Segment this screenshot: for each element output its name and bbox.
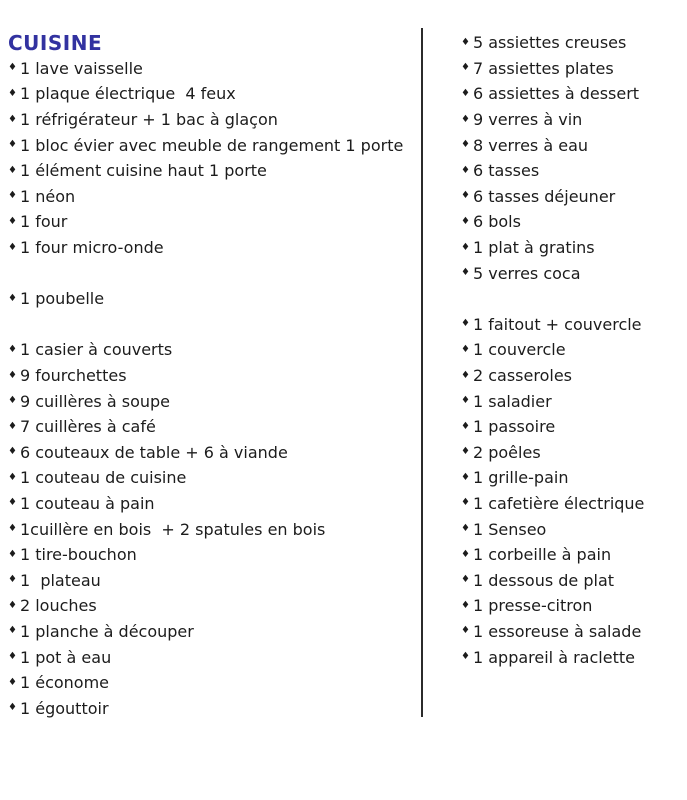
list-item bbox=[8, 516, 413, 542]
item-text: 1 élément cuisine haut 1 porte bbox=[19, 161, 267, 181]
list-item bbox=[8, 670, 413, 696]
item-text: 5 assiettes creuses bbox=[472, 33, 627, 53]
item-text: 6 bols bbox=[472, 212, 521, 232]
item-text: 1 lave vaisselle bbox=[19, 58, 143, 78]
list-item bbox=[8, 81, 413, 107]
item-text: 6 tasses déjeuner bbox=[472, 186, 616, 206]
diamond-bullet-icon: ♦ bbox=[461, 190, 470, 202]
list-item bbox=[461, 440, 681, 466]
item-text: 1 économe bbox=[19, 673, 110, 693]
item-text: 2 poêles bbox=[472, 442, 541, 462]
list-item bbox=[8, 312, 413, 338]
diamond-bullet-icon: ♦ bbox=[8, 369, 17, 381]
list-item bbox=[8, 158, 413, 184]
list-item bbox=[461, 644, 681, 670]
item-text: 1 plaque électrique 4 feux bbox=[19, 84, 236, 104]
list-item bbox=[461, 414, 681, 440]
list-item bbox=[8, 56, 413, 82]
diamond-bullet-icon: ♦ bbox=[461, 343, 470, 355]
list-item bbox=[8, 695, 413, 721]
item-text: 1 grille-pain bbox=[472, 468, 569, 488]
diamond-bullet-icon: ♦ bbox=[8, 292, 17, 304]
list-item bbox=[461, 388, 681, 414]
item-text: 1 pot à eau bbox=[19, 647, 112, 667]
diamond-bullet-icon: ♦ bbox=[8, 139, 17, 151]
item-text: 1 Senseo bbox=[472, 519, 547, 539]
list-item bbox=[8, 388, 413, 414]
item-text: 1 réfrigérateur + 1 bac à glaçon bbox=[19, 110, 278, 130]
diamond-bullet-icon: ♦ bbox=[8, 446, 17, 458]
diamond-bullet-icon: ♦ bbox=[461, 113, 470, 125]
diamond-bullet-icon: ♦ bbox=[461, 651, 470, 663]
list-item bbox=[461, 491, 681, 517]
item-text: 9 cuillères à soupe bbox=[19, 391, 170, 411]
item-text: 2 louches bbox=[19, 596, 97, 616]
list-item bbox=[8, 363, 413, 389]
list-item bbox=[461, 337, 681, 363]
item-text: 5 verres coca bbox=[472, 263, 581, 283]
item-text: 1 égouttoir bbox=[19, 698, 109, 718]
diamond-bullet-icon: ♦ bbox=[461, 446, 470, 458]
diamond-bullet-icon: ♦ bbox=[8, 625, 17, 637]
diamond-bullet-icon: ♦ bbox=[461, 395, 470, 407]
item-text: 7 cuillères à café bbox=[19, 417, 156, 437]
item-text: 8 verres à eau bbox=[472, 135, 589, 155]
item-text: 1 four bbox=[19, 212, 68, 232]
diamond-bullet-icon: ♦ bbox=[8, 523, 17, 535]
list-item bbox=[461, 235, 681, 261]
list-item bbox=[461, 158, 681, 184]
diamond-bullet-icon: ♦ bbox=[461, 164, 470, 176]
list-item bbox=[8, 235, 413, 261]
item-text: 1cuillère en bois + 2 spatules en bois bbox=[19, 519, 326, 539]
diamond-bullet-icon: ♦ bbox=[461, 574, 470, 586]
list-item bbox=[8, 440, 413, 466]
item-text: 1 couteau de cuisine bbox=[19, 468, 187, 488]
left-item-list bbox=[8, 56, 413, 721]
list-item bbox=[8, 491, 413, 517]
list-item bbox=[461, 184, 681, 210]
list-item bbox=[8, 465, 413, 491]
item-text: 9 verres à vin bbox=[472, 110, 583, 130]
list-item bbox=[461, 30, 681, 56]
diamond-bullet-icon: ♦ bbox=[461, 369, 470, 381]
list-item bbox=[8, 184, 413, 210]
item-text: 1 saladier bbox=[472, 391, 552, 411]
item-text: 1 appareil à raclette bbox=[472, 647, 635, 667]
list-item bbox=[461, 363, 681, 389]
list-item bbox=[461, 260, 681, 286]
item-text: 1 dessous de plat bbox=[472, 570, 615, 590]
item-text: 1 plat à gratins bbox=[472, 238, 595, 258]
diamond-bullet-icon: ♦ bbox=[8, 548, 17, 560]
diamond-bullet-icon: ♦ bbox=[461, 62, 470, 74]
diamond-bullet-icon: ♦ bbox=[8, 676, 17, 688]
diamond-bullet-icon: ♦ bbox=[8, 497, 17, 509]
item-text: 1 corbeille à pain bbox=[472, 545, 612, 565]
list-item bbox=[8, 644, 413, 670]
diamond-bullet-icon: ♦ bbox=[8, 343, 17, 355]
item-text: 7 assiettes plates bbox=[472, 58, 614, 78]
list-item bbox=[461, 56, 681, 82]
diamond-bullet-icon: ♦ bbox=[8, 420, 17, 432]
diamond-bullet-icon: ♦ bbox=[8, 651, 17, 663]
diamond-bullet-icon: ♦ bbox=[8, 62, 17, 74]
diamond-bullet-icon: ♦ bbox=[461, 318, 470, 330]
list-item bbox=[8, 286, 413, 312]
diamond-bullet-icon: ♦ bbox=[461, 267, 470, 279]
diamond-bullet-icon: ♦ bbox=[8, 164, 17, 176]
item-text: 1 four micro-onde bbox=[19, 238, 164, 258]
diamond-bullet-icon: ♦ bbox=[461, 497, 470, 509]
item-text: 1 passoire bbox=[472, 417, 556, 437]
list-item bbox=[461, 286, 681, 312]
diamond-bullet-icon: ♦ bbox=[8, 190, 17, 202]
diamond-bullet-icon: ♦ bbox=[8, 215, 17, 227]
diamond-bullet-icon: ♦ bbox=[461, 87, 470, 99]
item-text: 1 plateau bbox=[19, 570, 101, 590]
right-column bbox=[461, 30, 681, 670]
list-item bbox=[461, 465, 681, 491]
list-item bbox=[461, 81, 681, 107]
list-item bbox=[8, 619, 413, 645]
list-item bbox=[461, 516, 681, 542]
item-text: 2 casseroles bbox=[472, 366, 572, 386]
diamond-bullet-icon: ♦ bbox=[8, 113, 17, 125]
item-text: 1 presse-citron bbox=[472, 596, 593, 616]
list-item bbox=[461, 132, 681, 158]
item-text: 9 fourchettes bbox=[19, 366, 127, 386]
diamond-bullet-icon: ♦ bbox=[8, 574, 17, 586]
list-item bbox=[8, 260, 413, 286]
item-text: 6 assiettes à dessert bbox=[472, 84, 640, 104]
list-item bbox=[461, 542, 681, 568]
diamond-bullet-icon: ♦ bbox=[461, 241, 470, 253]
column-divider bbox=[421, 28, 423, 717]
list-item bbox=[461, 107, 681, 133]
item-text: 1 casier à couverts bbox=[19, 340, 173, 360]
list-item bbox=[461, 567, 681, 593]
item-text: 1 tire-bouchon bbox=[19, 545, 137, 565]
list-item bbox=[461, 593, 681, 619]
item-text: 6 couteaux de table + 6 à viande bbox=[19, 442, 288, 462]
diamond-bullet-icon: ♦ bbox=[461, 523, 470, 535]
item-text: 1 néon bbox=[19, 186, 76, 206]
item-text: 1 poubelle bbox=[19, 289, 105, 309]
item-text: 1 cafetière électrique bbox=[472, 493, 645, 513]
item-text: 1 planche à découper bbox=[19, 621, 194, 641]
list-item bbox=[461, 312, 681, 338]
diamond-bullet-icon: ♦ bbox=[461, 36, 470, 48]
diamond-bullet-icon: ♦ bbox=[461, 139, 470, 151]
diamond-bullet-icon: ♦ bbox=[461, 420, 470, 432]
list-item bbox=[461, 619, 681, 645]
diamond-bullet-icon: ♦ bbox=[8, 471, 17, 483]
diamond-bullet-icon: ♦ bbox=[8, 599, 17, 611]
list-item bbox=[8, 209, 413, 235]
page-title: CUISINE bbox=[8, 30, 103, 55]
diamond-bullet-icon: ♦ bbox=[8, 395, 17, 407]
diamond-bullet-icon: ♦ bbox=[461, 548, 470, 560]
list-item bbox=[8, 593, 413, 619]
list-item bbox=[461, 209, 681, 235]
item-text: 1 couvercle bbox=[472, 340, 566, 360]
list-item bbox=[8, 542, 413, 568]
diamond-bullet-icon: ♦ bbox=[461, 215, 470, 227]
left-column bbox=[8, 30, 413, 721]
list-item bbox=[8, 567, 413, 593]
item-text: 1 essoreuse à salade bbox=[472, 621, 642, 641]
diamond-bullet-icon: ♦ bbox=[461, 471, 470, 483]
diamond-bullet-icon: ♦ bbox=[8, 702, 17, 714]
item-text: 1 couteau à pain bbox=[19, 493, 155, 513]
list-item bbox=[8, 107, 413, 133]
item-text: 1 bloc évier avec meuble de rangement 1 porte bbox=[19, 135, 404, 155]
diamond-bullet-icon: ♦ bbox=[8, 241, 17, 253]
right-item-list bbox=[461, 30, 681, 670]
list-item bbox=[8, 337, 413, 363]
list-item bbox=[8, 414, 413, 440]
diamond-bullet-icon: ♦ bbox=[461, 625, 470, 637]
diamond-bullet-icon: ♦ bbox=[8, 87, 17, 99]
item-text: 1 faitout + couvercle bbox=[472, 314, 642, 334]
item-text: 6 tasses bbox=[472, 161, 540, 181]
list-item bbox=[8, 132, 413, 158]
diamond-bullet-icon: ♦ bbox=[461, 599, 470, 611]
